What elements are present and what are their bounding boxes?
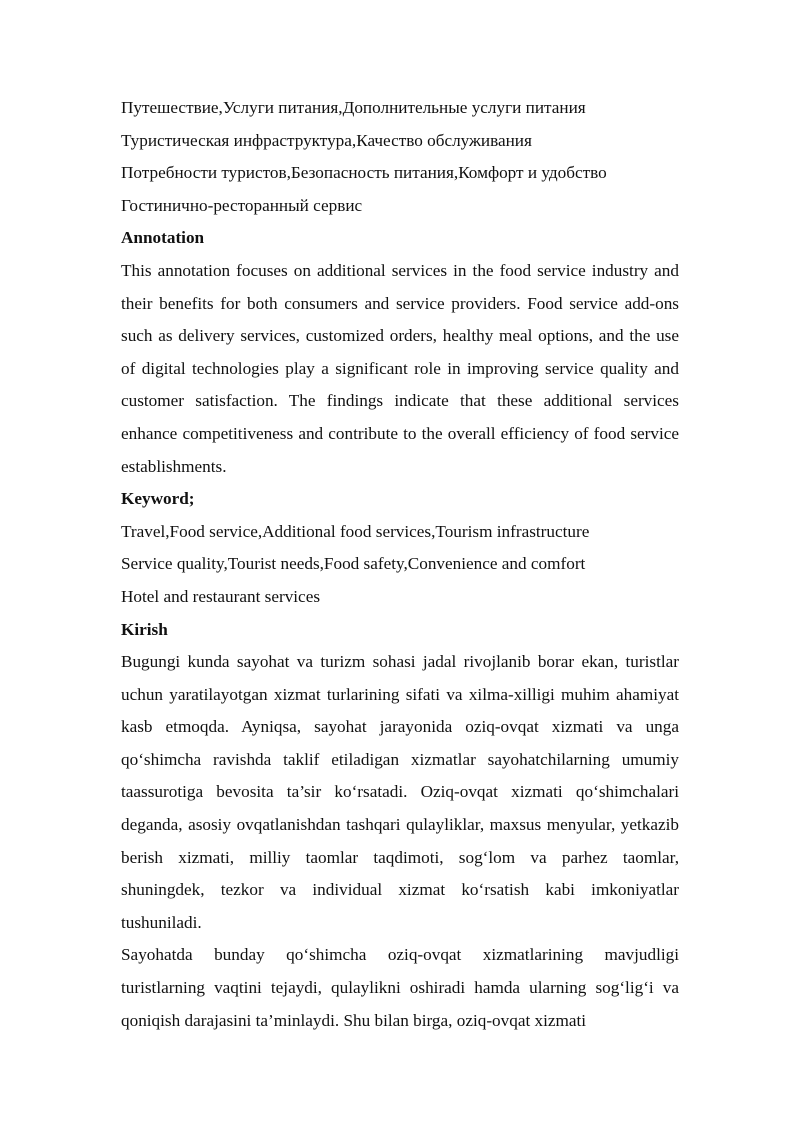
keywords-ru-line: Туристическая инфраструктура,Качество обслуживания [121, 130, 532, 150]
keywords-ru-block [121, 92, 679, 222]
document-page [121, 92, 679, 1037]
keywords-en-line: Service quality,Tourist needs,Food safety,Convenience and comfort [121, 554, 586, 574]
annotation-heading: Annotation [121, 228, 205, 248]
keywords-en-heading: Keyword; [121, 489, 195, 509]
keywords-ru-line: Потребности туристов,Безопасность питания,Комфорт и удобство [121, 163, 607, 183]
kirish-paragraph: Sayohatda bunday qo‘shimcha oziq-ovqat xizmatlarining mavjudligi turistlarning vaqtini tejaydi, qulaylikni oshiradi hamda ularning sog‘lig‘i va qoniqish darajasini ta’minlaydi. Shu bilan birga, oziq-ovqat xizmati [121, 945, 679, 1030]
annotation-text: This annotation focuses on additional services in the food service industry and their benefits for both consumers and service providers. Food service add-ons such as delivery services, customized orders, healthy meal options, and the use of digital technologies play a significant role in improving service quality and customer satisfaction. The findings indicate that these additional services enhance competitiveness and contribute to the overall efficiency of food service establishments. [121, 260, 679, 476]
kirish-heading: Kirish [121, 619, 168, 639]
kirish-paragraph: Bugungi kunda sayohat va turizm sohasi jadal rivojlanib borar ekan, turistlar uchun yaratilayotgan xizmat turlarining sifati va xilma-xilligi muhim ahamiyat kasb etmoqda. Ayniqsa, sayohat jarayonida oziq-ovqat xizmati va unga qo‘shimcha ravishda taklif etiladigan xizmatlar sayohatchilarning umumiy taassurotiga bevosita ta’sir ko‘rsatadi. Oziq-ovqat xizmati qo‘shimchalari deganda, asosiy ovqatlanishdan tashqari qulayliklar, maxsus menyular, yetkazib berish xizmati, milliy taomlar taqdimoti, sog‘lom va parhez taomlar, shuningdek, tezkor va individual xizmat ko‘rsatish kabi imkoniyatlar tushuniladi. [121, 652, 679, 932]
keywords-en-line: Hotel and restaurant services [121, 586, 321, 606]
keywords-en-block [121, 516, 679, 614]
keywords-en-line: Travel,Food service,Additional food services,Tourism infrastructure [121, 521, 590, 541]
keywords-ru-line: Гостинично-ресторанный сервис [121, 195, 363, 215]
keywords-ru-line: Путешествие,Услуги питания,Дополнительные услуги питания [121, 98, 586, 117]
